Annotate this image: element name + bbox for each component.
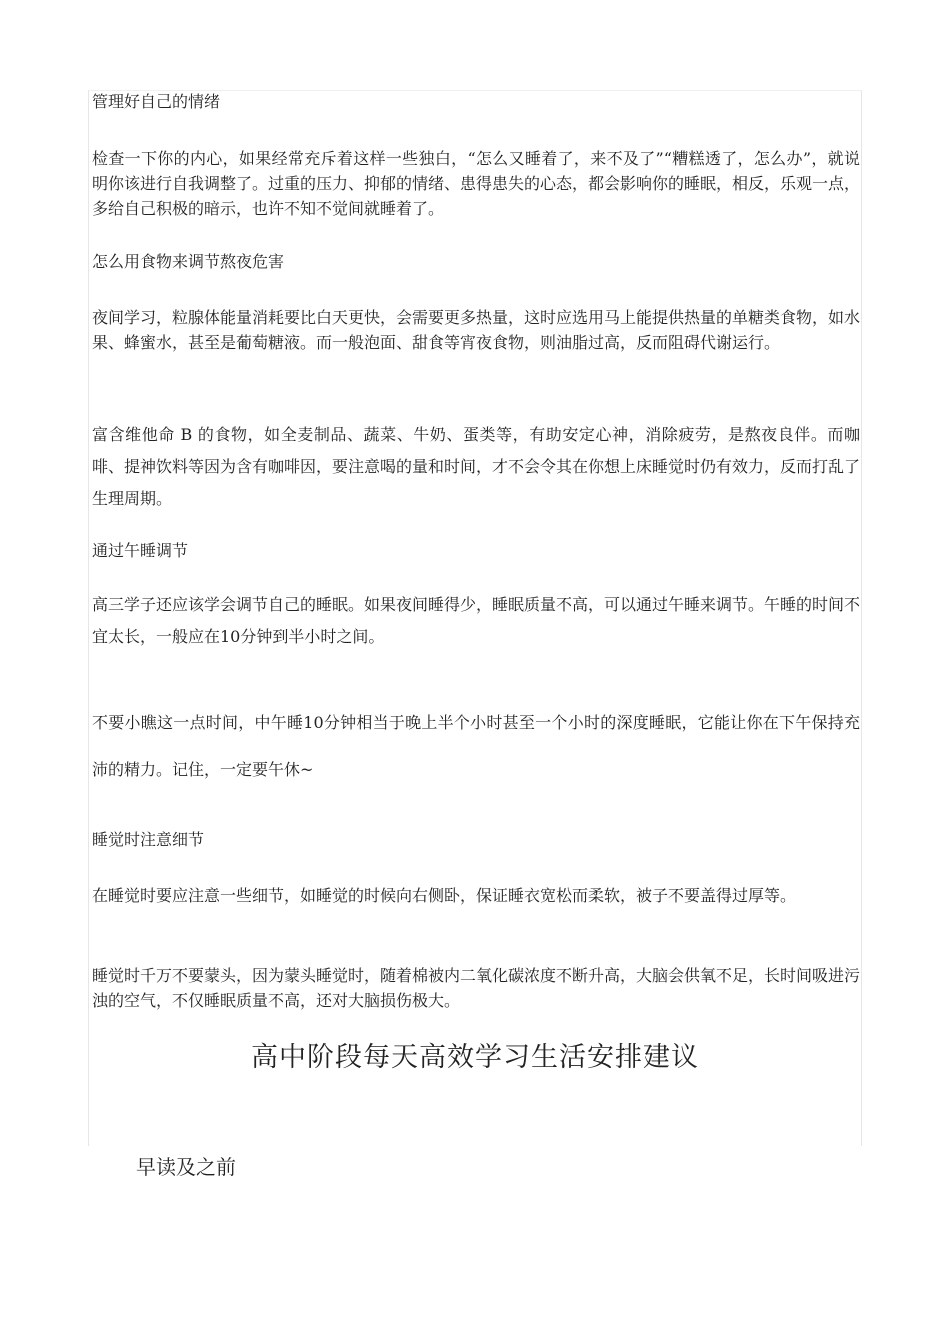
subheading-morning-reading: 早读及之前 bbox=[136, 1155, 236, 1179]
section-heading-food: 怎么用食物来调节熬夜危害 bbox=[92, 252, 285, 271]
section-heading-details: 睡觉时注意细节 bbox=[92, 830, 205, 849]
paragraph-food-1: 夜间学习，粒腺体能量消耗要比白天更快，会需要更多热量，这时应选用马上能提供热量的单糖类食物，如水果、蜂蜜水，甚至是葡萄糖液。而一般泡面、甜食等宵夜食物，则油脂过高，反而阻碍代谢运行。 bbox=[92, 308, 861, 352]
paragraph-nap-2: 不要小瞧这一点时间，中午睡10分钟相当于晚上半个小时甚至一个小时的深度睡眠，它能让你在下午保持充沛的精力。记住，一定要午休~ bbox=[92, 713, 860, 779]
paragraph-details-2: 睡觉时千万不要蒙头，因为蒙头睡觉时，随着棉被内二氧化碳浓度不断升高，大脑会供氧不足，长时间吸进污浊的空气，不仅睡眠质量不高，还对大脑损伤极大。 bbox=[92, 966, 861, 1010]
section-heading-nap: 通过午睡调节 bbox=[92, 541, 189, 560]
paragraph-details-1: 在睡觉时要应注意一些细节，如睡觉的时候向右侧卧，保证睡衣宽松而柔软，被子不要盖得过厚等。 bbox=[92, 886, 797, 905]
paragraph-nap-1: 高三学子还应该学会调节自己的睡眠。如果夜间睡得少，睡眠质量不高，可以通过午睡来调节。午睡的时间不宜太长，一般应在10分钟到半小时之间。 bbox=[92, 595, 861, 646]
page-title: 高中阶段每天高效学习生活安排建议 bbox=[251, 1042, 699, 1073]
section-heading-emotion: 管理好自己的情绪 bbox=[92, 92, 221, 111]
paragraph-food-2: 富含维他命 B 的食物，如全麦制品、蔬菜、牛奶、蛋类等，有助安定心神，消除疲劳，是熬夜良伴。而咖啡、提神饮料等因为含有咖啡因，要注意喝的量和时间，才不会令其在你想上床睡觉时仍有效力，反而打乱了生理周期。 bbox=[92, 425, 861, 508]
paragraph-emotion: 检查一下你的内心，如果经常充斥着这样一些独白，“怎么又睡着了，来不及了”“糟糕透了，怎么办”，就说明你该进行自我调整了。过重的压力、抑郁的情绪、患得患失的心态，都会影响你的睡眠，相反，乐观一点，多给自己积极的暗示，也许不知不觉间就睡着了。 bbox=[92, 149, 861, 218]
